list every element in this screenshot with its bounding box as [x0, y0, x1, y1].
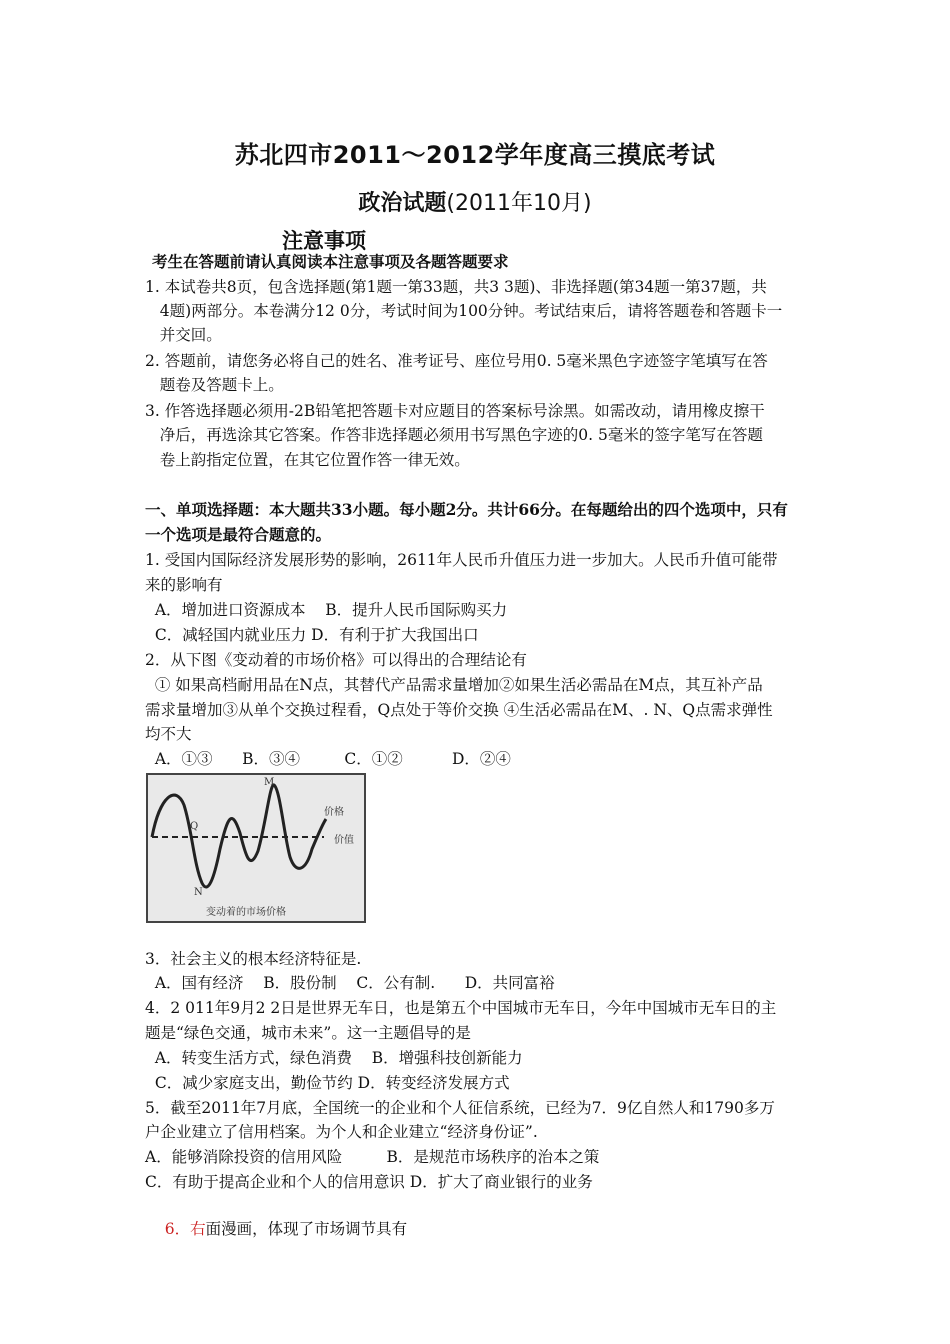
question-line: 户企业建立了信用档案。为个人和企业建立“经济身份证”. [145, 1123, 538, 1141]
question-line: A．①③ B．③④ C．①② D．②④ [145, 750, 511, 768]
question-line: A．转变生活方式，绿色消费 B．增强科技创新能力 [145, 1049, 523, 1067]
point-q-label: Q [190, 821, 199, 832]
notice-line: 题卷及答题卡上。 [145, 376, 284, 394]
question-line: 均不大 [145, 725, 192, 743]
notice-line: 4题)两部分。本卷满分12 0分，考试时间为100分钟。考试结束后，请将答题卷和答题卡一 [145, 302, 783, 320]
point-m-label: M [264, 777, 275, 788]
exam-title: 苏北四市2011～2012学年度高三摸底考试 [234, 141, 716, 169]
exam-subtitle [0, 186, 950, 217]
exam-date: (2011年10月) [446, 191, 592, 216]
question-line: C．减轻国内就业压力 D．有利于扩大我国出口 [145, 626, 479, 644]
market-price-figure [146, 773, 366, 923]
notice-line: 1. 本试卷共8页，包含选择题(第1题一第33题，共3 3题)、非选择题(第34题一第37题，共 [145, 278, 767, 296]
notice-line: 卷上韵指定位置，在其它位置作答一律无效。 [145, 451, 470, 469]
notice-subheading: 考生在答题前请认真阅读本注意事项及各题答题要求 [152, 252, 509, 271]
question-line: 1. 受国内国际经济发展形势的影响，2611年人民币升值压力进一步加大。人民币升值可能带 [145, 551, 778, 569]
notice-line: 并交回。 [145, 326, 222, 344]
question-line: 来的影响有 [145, 576, 223, 594]
subject-title: 政治试题 [358, 191, 447, 216]
section-heading: 一、单项选择题：本大题共33小题。每小题2分。共计66分。在每题给出的四个选项中，只有 [145, 500, 788, 519]
question-line: 2．从下图《变动着的市场价格》可以得出的合理结论有 [145, 651, 527, 669]
question-line: 题是“绿色交通，城市未来”。这一主题倡导的是 [145, 1024, 471, 1042]
notice-line: 净后，再选涂其它答案。作答非选择题必须用书写黑色字迹的0. 5毫米的签字笔写在答题 [145, 426, 763, 444]
notice-line: 3. 作答选择题必须用-2B铅笔把答题卡对应题目的答案标号涂黑。如需改动，请用橡皮擦干 [145, 402, 765, 420]
question-line: 4．2 011年9月2 2日是世界无车日，也是第五个中国城市无车日，今年中国城市无车日的主 [145, 999, 777, 1017]
question-line: A．增加进口资源成本 B．提升人民币国际购买力 [145, 601, 508, 619]
point-n-label: N [194, 887, 203, 898]
question-line: 需求量增加③从单个交换过程看，Q点处于等价交换 ④生活必需品在M、. N、Q点需求弹性 [145, 701, 773, 719]
question-6-text: 面漫画，体现了市场调节具有 [205, 1220, 408, 1238]
price-label: 价格 [324, 807, 344, 818]
price-wave-graphic [148, 775, 364, 921]
price-curve [152, 785, 326, 887]
question-6-line [145, 1196, 815, 1262]
question-line: 5．截至2011年7月底，全国统一的企业和个人征信系统，已经为7．9亿自然人和1790多万 [145, 1099, 775, 1117]
question-line: ① 如果高档耐用品在N点，其替代产品需求量增加②如果生活必需品在M点，其互补产品 [145, 676, 763, 694]
notice-line: 2. 答题前，请您务必将自己的姓名、准考证号、座位号用0. 5毫米黑色字迹签字笔填写在答 [145, 352, 768, 370]
question-line: C．减少家庭支出，勤俭节约 D．转变经济发展方式 [145, 1074, 510, 1092]
question-line: C．有助于提高企业和个人的信用意识 D．扩大了商业银行的业务 [145, 1173, 593, 1191]
question-line: A．国有经济 B．股份制 C．公有制. D．共同富裕 [145, 974, 555, 992]
question-line: A．能够消除投资的信用风险 B．是规范市场秩序的治本之策 [145, 1148, 600, 1166]
question-6-prefix: 6．右 [164, 1220, 206, 1238]
notice-heading: 注意事项 [282, 229, 366, 253]
value-label: 价值 [334, 835, 354, 846]
question-line: 3．社会主义的根本经济特征是. [145, 950, 362, 968]
figure-caption: 变动着的市场价格 [206, 907, 286, 918]
section-heading: 一个选项是最符合题意的。 [145, 525, 332, 544]
